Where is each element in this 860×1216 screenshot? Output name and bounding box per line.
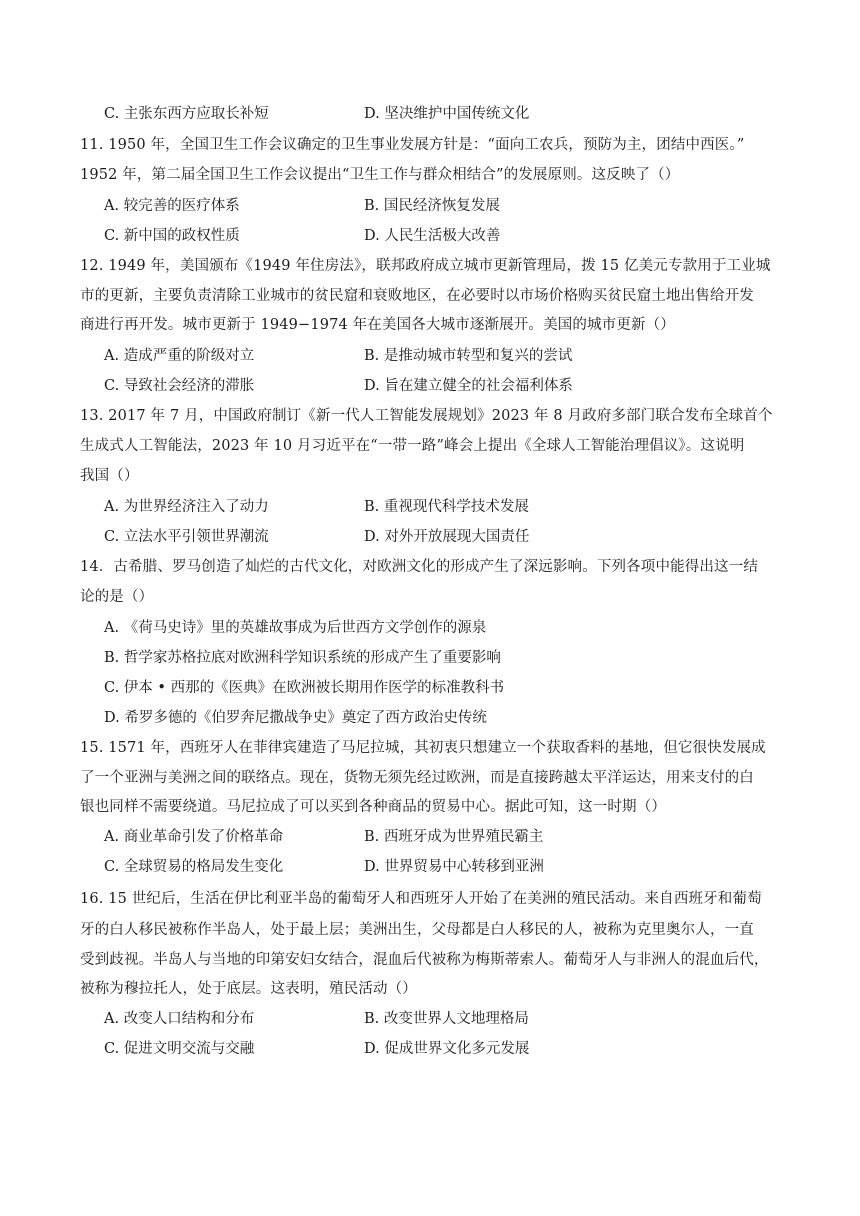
q12-stem-line-1: 12. 1949 年，美国颁布《1949 年住房法》，联邦政府成立城市更新管理局，拨 15 亿美元专款用于工业城 bbox=[80, 258, 771, 274]
q12-option-a: A. 造成严重的阶级对立 bbox=[104, 348, 255, 364]
q14-stem-line-2: 论的是（） bbox=[80, 589, 154, 605]
q16-stem-line-2: 牙的白人移民被称作半岛人，处于最上层；美洲出生，父母都是白人移民的人，被称为克里奥尔人，一直 bbox=[80, 922, 754, 938]
q15-stem-line-3: 银也同样不需要绕道。马尼拉成了可以买到各种商品的贸易中心。据此可知，这一时期（） bbox=[80, 799, 666, 815]
q16-option-b: B. 改变世界人文地理格局 bbox=[364, 1011, 529, 1027]
q14-stem-line-1: 14．古希腊、罗马创造了灿烂的古代文化，对欧洲文化的形成产生了深远影响。下列各项中能得出这一结 bbox=[80, 559, 758, 575]
q13-stem-line-2: 生成式人工智能法，2023 年 10 月习近平在“一带一路”峰会上提出《全球人工智能治理倡议》。这说明 bbox=[80, 438, 745, 454]
q12-option-d: D. 旨在建立健全的社会福利体系 bbox=[364, 378, 573, 394]
q12-option-b: B. 是推动城市转型和复兴的尝试 bbox=[364, 348, 573, 364]
q13-option-a: A. 为世界经济注入了动力 bbox=[104, 499, 269, 515]
q16-stem-line-3: 受到歧视。半岛人与当地的印第安妇女结合，混血后代被称为梅斯蒂索人。葡萄牙人与非洲人的混血后代， bbox=[80, 952, 769, 968]
q14-option-d: D. 希罗多德的《伯罗奔尼撒战争史》奠定了西方政治史传统 bbox=[104, 710, 487, 726]
q11-option-b: B. 国民经济恢复发展 bbox=[364, 198, 500, 214]
q11-option-c: C. 新中国的政权性质 bbox=[104, 228, 240, 244]
q16-option-d: D. 促成世界文化多元发展 bbox=[364, 1041, 530, 1057]
q13-option-c: C. 立法水平引领世界潮流 bbox=[104, 529, 269, 545]
q11-option-a: A. 较完善的医疗体系 bbox=[104, 198, 240, 214]
q12-option-c: C. 导致社会经济的滞胀 bbox=[104, 378, 255, 394]
q15-option-b: B. 西班牙成为世界殖民霸主 bbox=[364, 829, 544, 845]
q15-stem-line-1: 15. 1571 年，西班牙人在菲律宾建造了马尼拉城，其初衷只想建立一个获取香料的基地，但它很快发展成 bbox=[80, 740, 766, 756]
q14-option-c: C. 伊本 • 西那的《医典》在欧洲被长期用作医学的标准教科书 bbox=[104, 680, 505, 696]
q11-option-d: D. 人民生活极大改善 bbox=[364, 228, 501, 244]
q13-stem-line-1: 13. 2017 年 7 月，中国政府制订《新一代人工智能发展规划》2023 年 8 月政府多部门联合发布全球首个 bbox=[80, 408, 773, 424]
q15-option-a: A. 商业革命引发了价格革命 bbox=[104, 829, 284, 845]
q14-option-a: A. 《荷马史诗》里的英雄故事成为后世西方文学创作的源泉 bbox=[104, 620, 487, 636]
q13-option-b: B. 重视现代科学技术发展 bbox=[364, 499, 529, 515]
q15-option-c: C. 全球贸易的格局发生变化 bbox=[104, 859, 284, 875]
q16-stem-line-1: 16. 15 世纪后，生活在伊比利亚半岛的葡萄牙人和西班牙人开始了在美洲的殖民活动。来自西班牙和葡萄 bbox=[80, 891, 762, 907]
q15-stem-line-2: 了一个亚洲与美洲之间的联络点。现在，货物无须先经过欧洲，而是直接跨越太平洋运达，用来支付的白 bbox=[80, 770, 754, 786]
q10-option-c: C. 主张东西方应取长补短 bbox=[104, 106, 269, 122]
q16-option-a: A. 改变人口结构和分布 bbox=[104, 1011, 255, 1027]
q15-option-d: D. 世界贸易中心转移到亚洲 bbox=[364, 859, 544, 875]
q12-stem-line-3: 商进行再开发。城市更新于 1949−1974 年在美国各大城市逐渐展开。美国的城市更新（） bbox=[80, 317, 675, 333]
q13-stem-line-3: 我国（） bbox=[80, 468, 139, 484]
q12-stem-line-2: 市的更新，主要负责清除工业城市的贫民窟和衰败地区，在必要时以市场价格购买贫民窟土地出售给开发 bbox=[80, 288, 754, 304]
q16-stem-line-4: 被称为穆拉托人，处于底层。这表明，殖民活动（） bbox=[80, 981, 417, 997]
q14-option-b: B. 哲学家苏格拉底对欧洲科学知识系统的形成产生了重要影响 bbox=[104, 650, 501, 666]
q13-option-d: D. 对外开放展现大国责任 bbox=[364, 529, 530, 545]
q10-option-d: D. 坚决维护中国传统文化 bbox=[364, 106, 530, 122]
q11-stem-line-2: 1952 年，第二届全国卫生工作会议提出“卫生工作与群众相结合”的发展原则。这反映了（） bbox=[80, 167, 680, 183]
q16-option-c: C. 促进文明交流与交融 bbox=[104, 1041, 255, 1057]
q11-stem-line-1: 11. 1950 年，全国卫生工作会议确定的卫生事业发展方针是：“面向工农兵，预防为主，团结中西医。” bbox=[80, 137, 745, 153]
